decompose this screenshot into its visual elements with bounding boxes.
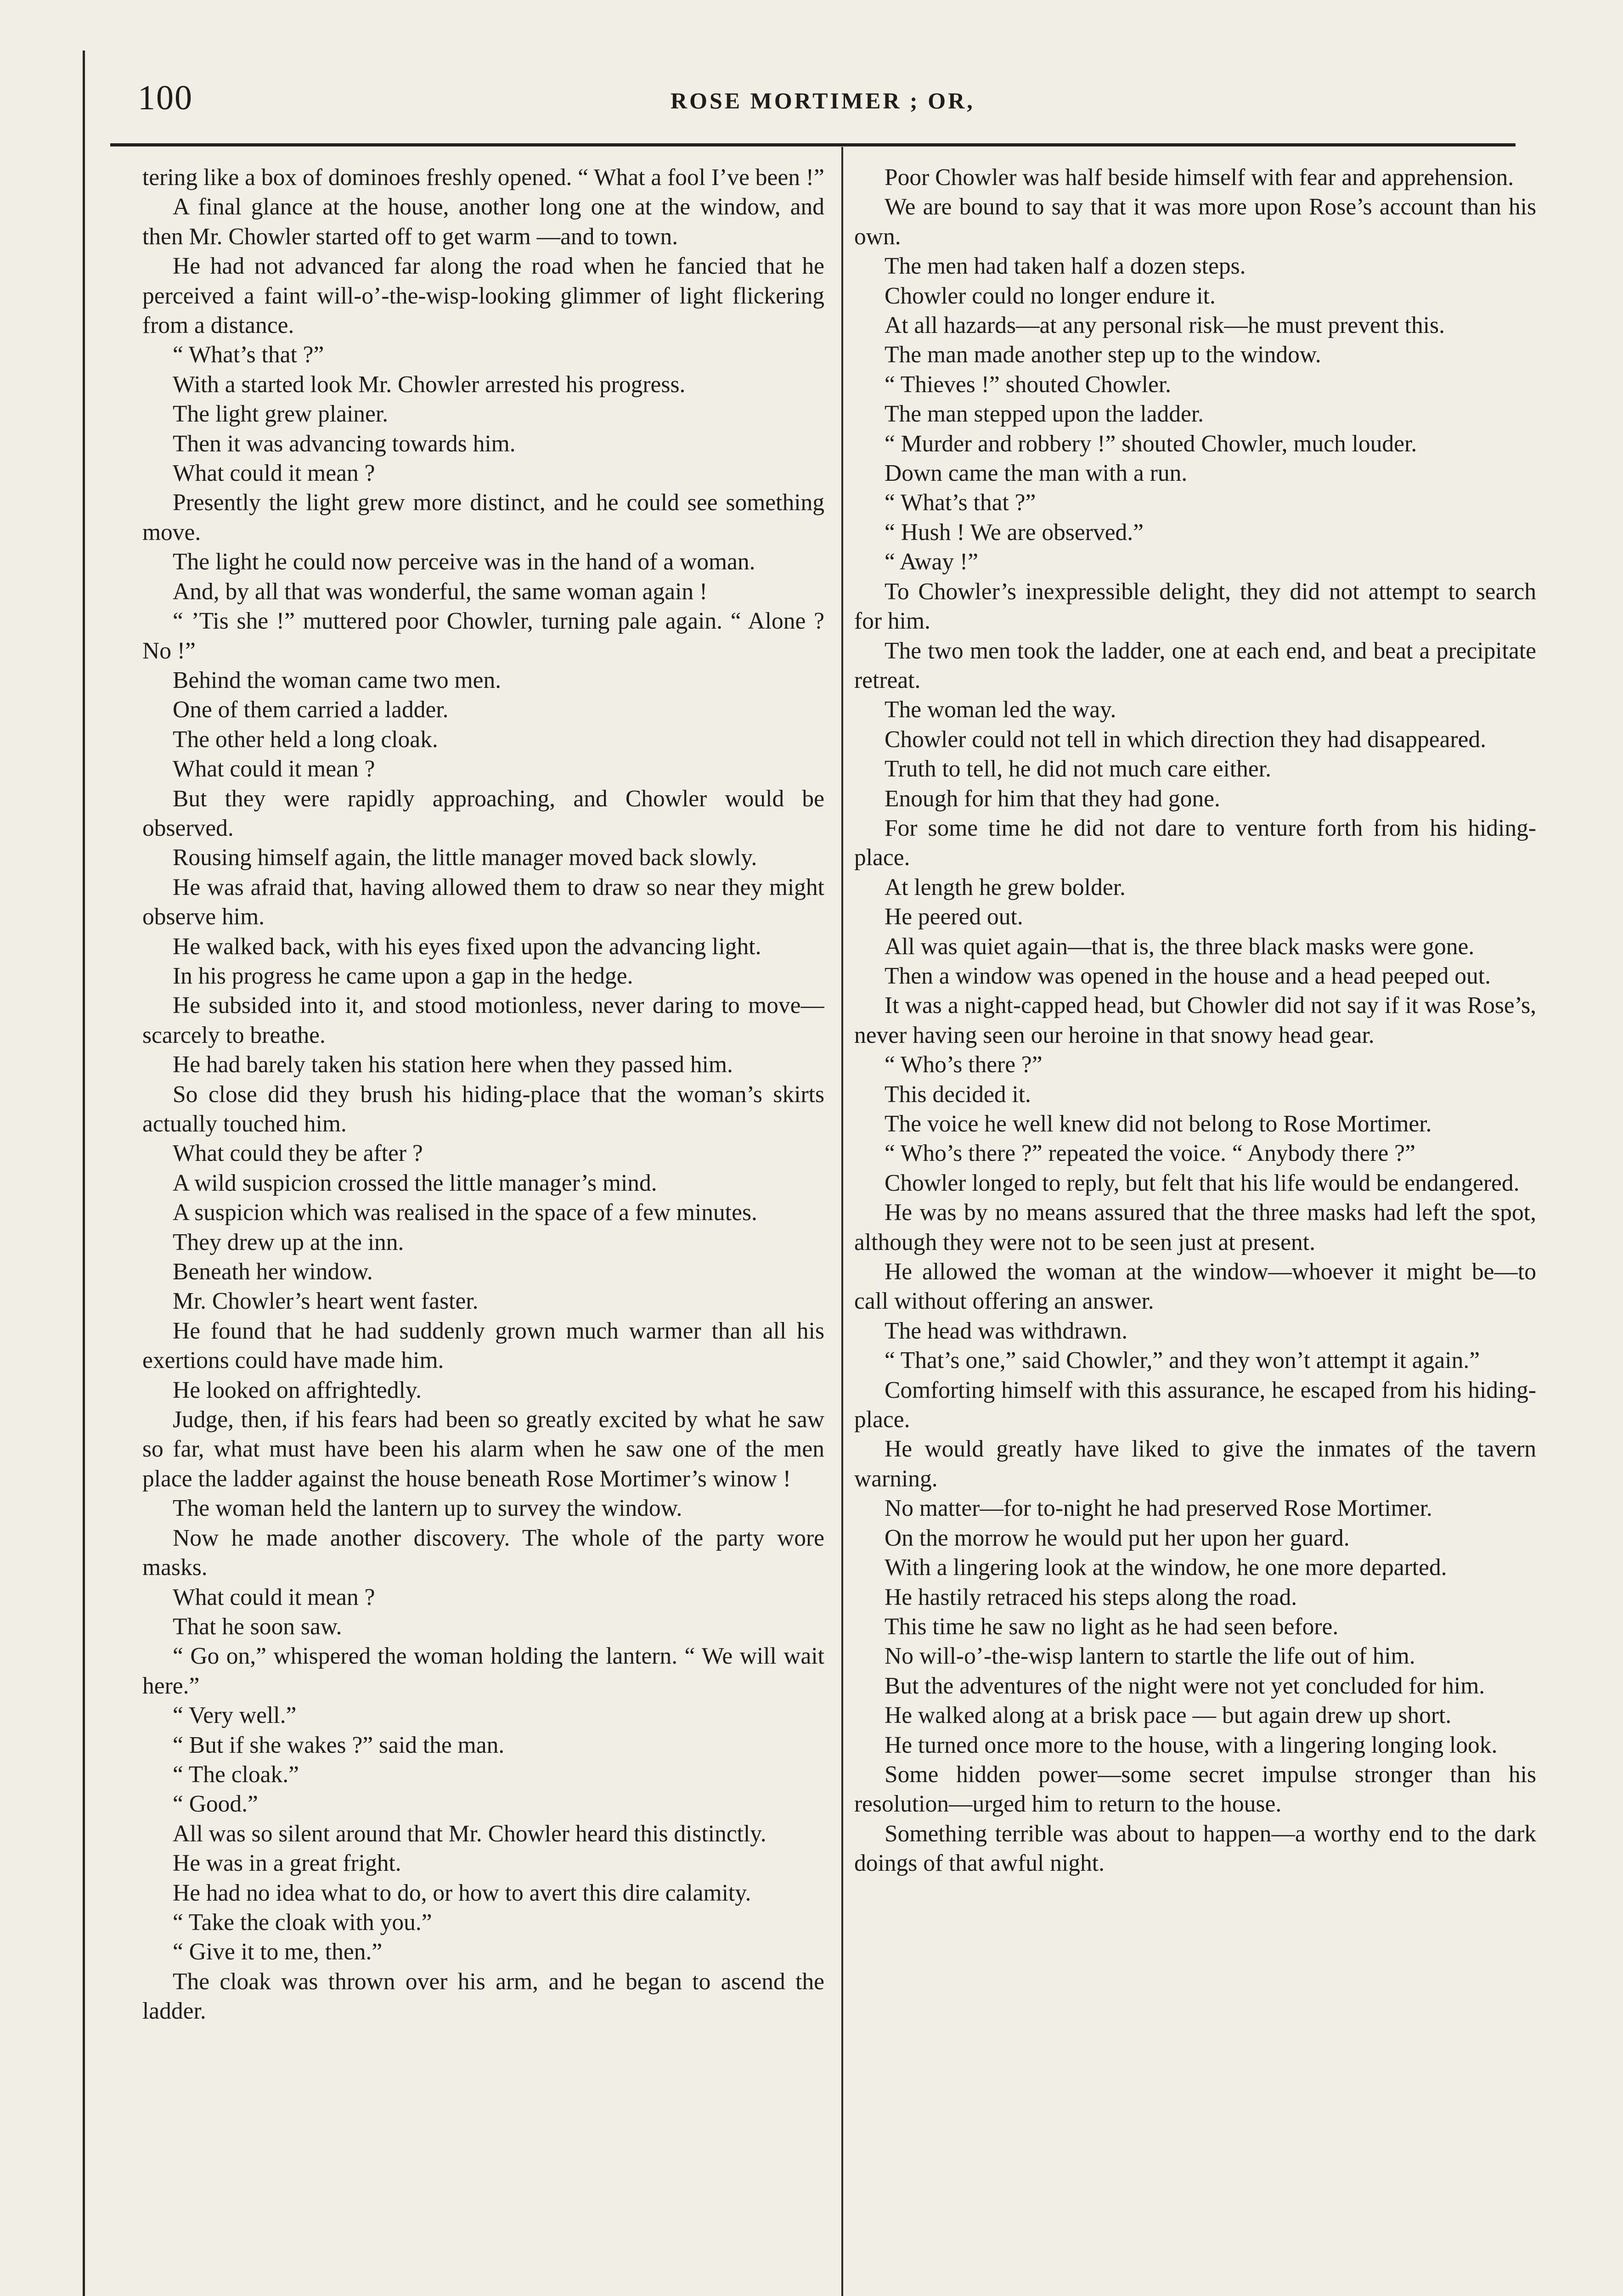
- paragraph: Mr. Chowler’s heart went faster.: [173, 1288, 479, 1315]
- paragraph: But they were rapidly approaching, and Chowler would be observed.: [142, 785, 824, 841]
- paragraph: “ Who’s there ?” repeated the voice. “ Anybody there ?”: [885, 1140, 1415, 1167]
- paragraph: He walked along at a brisk pace — but again drew up short.: [885, 1702, 1452, 1729]
- paragraph: The light he could now perceive was in the hand of a woman.: [173, 549, 755, 575]
- paragraph: To Chowler’s inexpressible delight, they did not attempt to search for him.: [854, 578, 1536, 635]
- paragraph: All was so silent around that Mr. Chowler heard this distinctly.: [173, 1820, 766, 1847]
- paragraph: A wild suspicion crossed the little manager’s mind.: [173, 1170, 657, 1196]
- paragraph: Enough for him that they had gone.: [885, 785, 1220, 812]
- paragraph: “ The cloak.”: [173, 1761, 299, 1788]
- paragraph: With a lingering look at the window, he one more departed.: [885, 1554, 1447, 1581]
- paragraph: One of them carried a ladder.: [173, 697, 449, 723]
- paragraph: Rousing himself again, the little manager moved back slowly.: [173, 844, 757, 871]
- paragraph: He looked on affrightedly.: [173, 1377, 422, 1403]
- paragraph: The light grew plainer.: [173, 401, 389, 428]
- paragraph: The woman led the way.: [885, 697, 1116, 723]
- paragraph: He hastily retraced his steps along the road.: [885, 1584, 1297, 1610]
- paragraph: He had no idea what to do, or how to avert this dire calamity.: [173, 1880, 751, 1906]
- paragraph: He allowed the woman at the window—whoever it might be—to call without offering an answer.: [854, 1259, 1536, 1315]
- paragraph: A suspicion which was realised in the space of a few minutes.: [173, 1199, 757, 1226]
- paragraph: “ Take the cloak with you.”: [173, 1909, 432, 1936]
- paragraph: “ Hush ! We are observed.”: [885, 519, 1144, 546]
- paragraph: “ Good.”: [173, 1791, 258, 1818]
- paragraph: At length he grew bolder.: [885, 874, 1126, 900]
- paragraph: “ Thieves !” shouted Chowler.: [885, 371, 1172, 398]
- paragraph: He had barely taken his station here when they passed him.: [173, 1052, 733, 1078]
- paragraph: “ Murder and robbery !” shouted Chowler, much louder.: [885, 430, 1417, 457]
- right-text-column: [854, 163, 1536, 2296]
- paragraph: The men had taken half a dozen steps.: [885, 253, 1246, 280]
- paragraph: Chowler longed to reply, but felt that his life would be endangered.: [885, 1170, 1520, 1196]
- running-title: ROSE MORTIMER ; OR,: [671, 88, 975, 113]
- paragraph: Then a window was opened in the house and a head peeped out.: [885, 962, 1491, 989]
- paragraph: All was quiet again—that is, the three black masks were gone.: [885, 933, 1475, 960]
- paragraph: A final glance at the house, another long one at the window, and then Mr. Chowler started off to get warm —and to town.: [142, 194, 824, 250]
- paragraph: At all hazards—at any personal risk—he must prevent this.: [885, 312, 1445, 339]
- paragraph: The voice he well knew did not belong to Rose Mortimer.: [885, 1111, 1432, 1137]
- paragraph: The other held a long cloak.: [173, 726, 438, 753]
- paragraph: He found that he had suddenly grown much warmer than all his exertions could have made him.: [142, 1317, 824, 1374]
- paragraph: Judge, then, if his fears had been so greatly excited by what he saw so far, what must have been his alarm when he saw one of the men place the ladder against the house beneath Rose Mortimer’s winow !: [142, 1407, 824, 1492]
- paragraph: Something terrible was about to happen—a worthy end to the dark doings of that awful night.: [854, 1820, 1536, 1877]
- paragraph: He would greatly have liked to give the inmates of the tavern warning.: [854, 1436, 1536, 1492]
- paragraph: He walked back, with his eyes fixed upon the advancing light.: [173, 933, 761, 960]
- paragraph: The head was withdrawn.: [885, 1317, 1128, 1344]
- paragraph: Some hidden power—some secret impulse stronger than his resolution—urged him to return to the house.: [854, 1761, 1536, 1818]
- paragraph: That he soon saw.: [173, 1613, 342, 1640]
- paragraph: In his progress he came upon a gap in the hedge.: [173, 962, 633, 989]
- paragraph: Poor Chowler was half beside himself with fear and apprehension.: [885, 164, 1514, 191]
- paragraph: “ Very well.”: [173, 1702, 297, 1729]
- paragraph: He subsided into it, and stood motionless, never daring to move—scarcely to breathe.: [142, 992, 824, 1048]
- paragraph: He was in a great fright.: [173, 1850, 401, 1877]
- paragraph: He peered out.: [885, 904, 1023, 930]
- paragraph: tering like a box of dominoes freshly opened. “ What a fool I’ve been !”: [142, 164, 824, 191]
- column-divider: [841, 147, 843, 2296]
- paragraph: Truth to tell, he did not much care either.: [885, 756, 1271, 782]
- paragraph: “ That’s one,” said Chowler,” and they won’t attempt it again.”: [885, 1347, 1480, 1374]
- paragraph: It was a night-capped head, but Chowler did not say if it was Rose’s, never having seen our heroine in that snowy head gear.: [854, 992, 1536, 1048]
- paragraph: The cloak was thrown over his arm, and he began to ascend the ladder.: [142, 1968, 824, 2025]
- paragraph: Comforting himself with this assurance, he escaped from his hiding-place.: [854, 1377, 1536, 1433]
- paragraph: “ Who’s there ?”: [885, 1052, 1043, 1078]
- paragraph: With a started look Mr. Chowler arrested his progress.: [173, 371, 686, 398]
- paragraph: Behind the woman came two men.: [173, 667, 502, 693]
- paragraph: What could it mean ?: [173, 756, 375, 782]
- header-rule: [110, 143, 1516, 146]
- paragraph: Beneath her window.: [173, 1259, 373, 1285]
- paragraph: Chowler could not tell in which direction they had disappeared.: [885, 726, 1487, 753]
- paragraph: “ Go on,” whispered the woman holding the lantern. “ We will wait here.”: [142, 1643, 824, 1699]
- paragraph: But the adventures of the night were not yet concluded for him.: [885, 1672, 1485, 1699]
- paragraph: He turned once more to the house, with a lingering longing look.: [885, 1732, 1498, 1758]
- paragraph: What could they be after ?: [173, 1140, 423, 1167]
- paragraph: We are bound to say that it was more upon Rose’s account than his own.: [854, 194, 1536, 250]
- paragraph: He was by no means assured that the three masks had left the spot, although they were not to be seen just at present.: [854, 1199, 1536, 1255]
- paragraph: The woman held the lantern up to survey the window.: [173, 1495, 682, 1522]
- paragraph: They drew up at the inn.: [173, 1229, 404, 1255]
- paragraph: “ But if she wakes ?” said the man.: [173, 1732, 505, 1758]
- paragraph: “ ’Tis she !” muttered poor Chowler, turning pale again. “ Alone ? No !”: [142, 608, 824, 664]
- paragraph: “ Away !”: [885, 549, 979, 575]
- paragraph: No matter—for to-night he had preserved Rose Mortimer.: [885, 1495, 1432, 1522]
- paragraph: And, by all that was wonderful, the same woman again !: [173, 578, 708, 605]
- paragraph: Then it was advancing towards him.: [173, 430, 516, 457]
- paragraph: No will-o’-the-wisp lantern to startle the life out of him.: [885, 1643, 1415, 1670]
- paragraph: What could it mean ?: [173, 460, 375, 487]
- paragraph: Chowler could no longer endure it.: [885, 282, 1216, 309]
- paragraph: This time he saw no light as he had seen before.: [885, 1613, 1339, 1640]
- paragraph: The man made another step up to the window.: [885, 342, 1321, 368]
- paragraph: He had not advanced far along the road when he fancied that he perceived a faint will-o’-the-wisp-looking glimmer of light flickering from a distance.: [142, 253, 824, 339]
- paragraph: The two men took the ladder, one at each end, and beat a precipitate retreat.: [854, 637, 1536, 693]
- page-header: [138, 73, 1552, 147]
- paragraph: “ What’s that ?”: [173, 342, 324, 368]
- paragraph: “ Give it to me, then.”: [173, 1939, 383, 1965]
- paragraph: Presently the light grew more distinct, and he could see something move.: [142, 490, 824, 546]
- paragraph: What could it mean ?: [173, 1584, 375, 1610]
- paragraph: “ What’s that ?”: [885, 490, 1036, 516]
- page-number: 100: [138, 79, 193, 117]
- paragraph: So close did they brush his hiding-place that the woman’s skirts actually touched him.: [142, 1081, 824, 1137]
- paragraph: On the morrow he would put her upon her guard.: [885, 1525, 1350, 1551]
- paragraph: This decided it.: [885, 1081, 1031, 1108]
- paragraph: Down came the man with a run.: [885, 460, 1188, 487]
- paragraph: Now he made another discovery. The whole of the party wore masks.: [142, 1525, 824, 1581]
- paragraph: For some time he did not dare to venture forth from his hiding-place.: [854, 815, 1536, 871]
- paragraph: He was afraid that, having allowed them to draw so near they might observe him.: [142, 874, 824, 930]
- paragraph: The man stepped upon the ladder.: [885, 401, 1204, 428]
- left-text-column: [142, 163, 824, 2296]
